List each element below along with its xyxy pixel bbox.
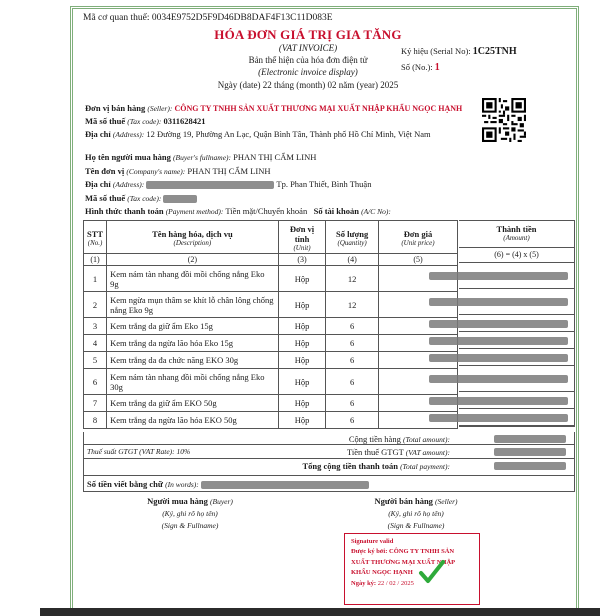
payment-label-en: (Payment method):	[165, 207, 224, 216]
table-index-row	[84, 254, 459, 266]
row-amount	[459, 409, 574, 426]
buyer-sign-title: Người mua hàng	[147, 496, 208, 506]
table-row	[84, 335, 459, 352]
number-label: Số (No.):	[401, 62, 433, 72]
buyer-signature	[120, 496, 260, 530]
table-row	[84, 318, 459, 335]
buyer-name-label-en: (Buyer's fullname):	[172, 153, 232, 162]
grand-total-line	[303, 461, 450, 471]
redacted-amount	[429, 272, 568, 280]
signed-by-label: Được ký bởi:	[351, 548, 388, 556]
seller-address-label-en: (Address):	[112, 130, 145, 139]
row-number: 6	[84, 369, 107, 395]
checkmark-icon	[418, 558, 446, 586]
index-cell: (4)	[326, 254, 379, 266]
invoice-title-en: (VAT INVOICE)	[278, 43, 338, 53]
row-number: 2	[84, 292, 107, 318]
account-label: Số tài khoản	[313, 206, 359, 216]
row-amount	[459, 289, 574, 315]
buyer-company: PHAN THỊ CẨM LINH	[187, 166, 271, 176]
tax-authority-code: Mã cơ quan thuế: 0034E9752D5F9D46DB8DAF4F13C11D083E	[83, 13, 333, 23]
header-unit: Đơn vị tính (Unit)	[278, 221, 326, 254]
row-unit: Hộp	[278, 266, 326, 292]
seller-sign-note-en: (Sign & Fullname)	[387, 521, 445, 530]
items-table	[83, 220, 459, 429]
payment-label: Hình thức thanh toán	[85, 206, 164, 216]
index-cell: (1)	[84, 254, 107, 266]
vat-label: Tiền thuế GTGT	[346, 447, 404, 457]
index-cell: (2)	[107, 254, 279, 266]
seller-tax-label: Mã số thuế	[85, 116, 126, 126]
row-quantity: 6	[326, 395, 379, 412]
signature-valid-text: Signature valid	[351, 538, 394, 545]
payment-method: Tiền mặt/Chuyển khoản	[225, 206, 308, 216]
display-note: Bản thể hiện của hóa đơn điện tử	[248, 55, 368, 65]
buyer-tax-line	[85, 193, 197, 203]
seller-label: Đơn vị bán hàng	[85, 103, 146, 113]
serial-label: Ký hiệu (Serial No):	[401, 46, 471, 56]
row-number: 4	[84, 335, 107, 352]
seller-label-en: (Seller):	[147, 104, 173, 113]
sign-date-line	[351, 579, 473, 589]
row-description: Kem nám tàn nhang đồi mồi chống nắng Eko 9g	[107, 266, 279, 292]
buyer-tax-label-en: (Tax code):	[127, 194, 162, 203]
buyer-sign-title-en: (Buyer)	[210, 497, 233, 506]
redacted-grand-total	[494, 462, 566, 470]
buyer-name-label: Họ tên người mua hàng	[85, 152, 171, 162]
row-description: Kem nám tàn nhang đồi mồi chống nắng Eko 30g	[107, 369, 279, 395]
row-unit: Hộp	[278, 352, 326, 369]
table-row	[84, 395, 459, 412]
digital-signature-box[interactable]	[344, 533, 480, 605]
row-unit: Hộp	[278, 369, 326, 395]
bottom-bar	[40, 608, 600, 616]
seller-line	[85, 103, 462, 113]
buyer-name-line	[85, 152, 316, 162]
grand-total-label-en: (Total payment):	[400, 462, 450, 471]
row-amount	[459, 263, 574, 289]
buyer-address-label: Địa chỉ	[85, 179, 111, 189]
row-unit: Hộp	[278, 318, 326, 335]
serial-line	[401, 46, 517, 57]
header-no: STT (No.)	[84, 221, 107, 254]
row-number: 7	[84, 395, 107, 412]
redacted-amount	[429, 414, 568, 422]
row-number: 8	[84, 412, 107, 429]
row-unit: Hộp	[278, 412, 326, 429]
vat-label-en: (VAT amount):	[405, 448, 450, 457]
redacted-subtotal	[494, 435, 566, 443]
invoice-date: Ngày (date) 22 tháng (month) 02 năm (year) 2025	[217, 80, 399, 90]
redacted-amount	[429, 397, 568, 405]
header-quantity: Số lượng (Quantity)	[326, 221, 379, 254]
words-label-en: (In words):	[165, 480, 199, 489]
subtotal-label: Cộng tiền hàng	[348, 434, 401, 444]
subtotal-label-en: (Total amount):	[402, 435, 450, 444]
header-amount: Thành tiền (Amount)	[459, 221, 574, 248]
row-description: Kem trắng da giữ ẩm Eko 15g	[107, 318, 279, 335]
row-description: Kem ngừa mụn thâm se khít lỗ chân lông chống nắng Eko 9g	[107, 292, 279, 318]
seller-signature	[346, 496, 486, 530]
index-cell: (6) = (4) x (5)	[459, 248, 574, 263]
table-row	[84, 266, 459, 292]
buyer-address-line	[85, 179, 371, 189]
table-row	[84, 412, 459, 429]
payment-line	[85, 206, 391, 216]
row-amount	[459, 392, 574, 409]
serial-value: 1C25TNH	[472, 46, 517, 57]
qr-code-icon	[482, 98, 526, 142]
row-quantity: 6	[326, 412, 379, 429]
buyer-tax-label: Mã số thuế	[85, 193, 126, 203]
row-quantity: 12	[326, 266, 379, 292]
row-amount	[459, 349, 574, 366]
row-unit: Hộp	[278, 335, 326, 352]
redacted-tax-code	[163, 195, 197, 203]
seller-tax-code: 0311628421	[163, 116, 206, 126]
header-description: Tên hàng hóa, dịch vụ (Description)	[107, 221, 279, 254]
seller-address-line	[85, 129, 431, 139]
totals-block	[83, 432, 575, 476]
seller-address: 12 Đường 19, Phường An Lạc, Quận Bình Tân, Thành phố Hồ Chí Minh, Việt Nam	[146, 129, 431, 139]
invoice-title: HÓA ĐƠN GIÁ TRỊ GIA TĂNG	[214, 27, 402, 42]
row-unit: Hộp	[278, 395, 326, 412]
vat-rate: Thuế suất GTGT (VAT Rate): 10%	[87, 447, 191, 456]
row-quantity: 6	[326, 318, 379, 335]
buyer-address-label-en: (Address):	[112, 180, 145, 189]
row-quantity: 6	[326, 335, 379, 352]
redacted-amount	[429, 337, 568, 345]
redacted-vat	[494, 448, 566, 456]
row-number: 5	[84, 352, 107, 369]
buyer-company-line	[85, 166, 271, 176]
redacted-words	[201, 481, 369, 489]
buyer-company-label: Tên đơn vị	[85, 166, 125, 176]
row-amount	[459, 315, 574, 332]
row-description: Kem trắng da đa chức năng EKO 30g	[107, 352, 279, 369]
seller-name: CÔNG TY TNHH SẢN XUẤT THƯƠNG MẠI XUẤT NHẬP KHẨU NGỌC HẠNH	[174, 104, 463, 113]
header-unit-price: Đơn giá (Unit price)	[378, 221, 457, 254]
signed-by: CÔNG TY TNHH SẢN XUẤT THƯƠNG MẠI XUẤT NHẬP KHẨU NGỌC HẠNH	[351, 548, 455, 577]
row-number: 3	[84, 318, 107, 335]
buyer-company-label-en: (Company's name):	[126, 167, 186, 176]
seller-sign-note: (Ký, ghi rõ họ tên)	[388, 509, 444, 518]
sign-date: 22 / 02 / 2025	[377, 579, 414, 587]
subtotal-line	[349, 434, 450, 444]
buyer-name: PHAN THỊ CẨM LINH	[233, 152, 317, 162]
index-cell: (5)	[378, 254, 457, 266]
redacted-amount	[429, 298, 568, 306]
row-description: Kem trắng da ngừa lão hóa EKO 50g	[107, 412, 279, 429]
display-note-en: (Electronic invoice display)	[258, 67, 358, 77]
redacted-address	[146, 181, 274, 189]
seller-sign-title-en: (Seller)	[435, 497, 458, 506]
redacted-amount	[429, 320, 568, 328]
table-row	[84, 292, 459, 318]
grand-total-label: Tổng cộng tiền thanh toán	[302, 461, 398, 471]
redacted-amount	[429, 354, 568, 362]
number-line	[401, 62, 440, 73]
buyer-sign-note-en: (Sign & Fullname)	[161, 521, 219, 530]
redacted-amount	[429, 375, 568, 383]
buyer-sign-note: (Ký, ghi rõ họ tên)	[162, 509, 218, 518]
vat-line	[347, 447, 450, 457]
table-header-row	[84, 221, 459, 254]
row-number: 1	[84, 266, 107, 292]
row-quantity: 6	[326, 369, 379, 395]
amount-column	[459, 220, 575, 427]
row-amount	[459, 332, 574, 349]
table-row	[84, 369, 459, 395]
seller-tax-label-en: (Tax code):	[127, 117, 162, 126]
number-value: 1	[434, 62, 440, 73]
row-unit: Hộp	[278, 292, 326, 318]
index-cell: (3)	[278, 254, 326, 266]
table-row	[84, 352, 459, 369]
words-label: Số tiền viết bằng chữ	[87, 479, 163, 489]
row-quantity: 12	[326, 292, 379, 318]
row-description: Kem trắng da giữ ẩm EKO 50g	[107, 395, 279, 412]
signed-by-line	[351, 547, 473, 578]
sign-date-label: Ngày ký:	[351, 579, 377, 587]
buyer-address-tail: Tp. Phan Thiết, Bình Thuận	[276, 179, 372, 189]
row-description: Kem trắng da ngừa lão hóa Eko 15g	[107, 335, 279, 352]
seller-tax-line	[85, 116, 206, 126]
account-label-en: (A/C No):	[361, 207, 391, 216]
words-line	[83, 476, 575, 492]
seller-sign-title: Người bán hàng	[374, 496, 433, 506]
seller-address-label: Địa chỉ	[85, 129, 111, 139]
row-quantity: 6	[326, 352, 379, 369]
row-amount	[459, 366, 574, 392]
